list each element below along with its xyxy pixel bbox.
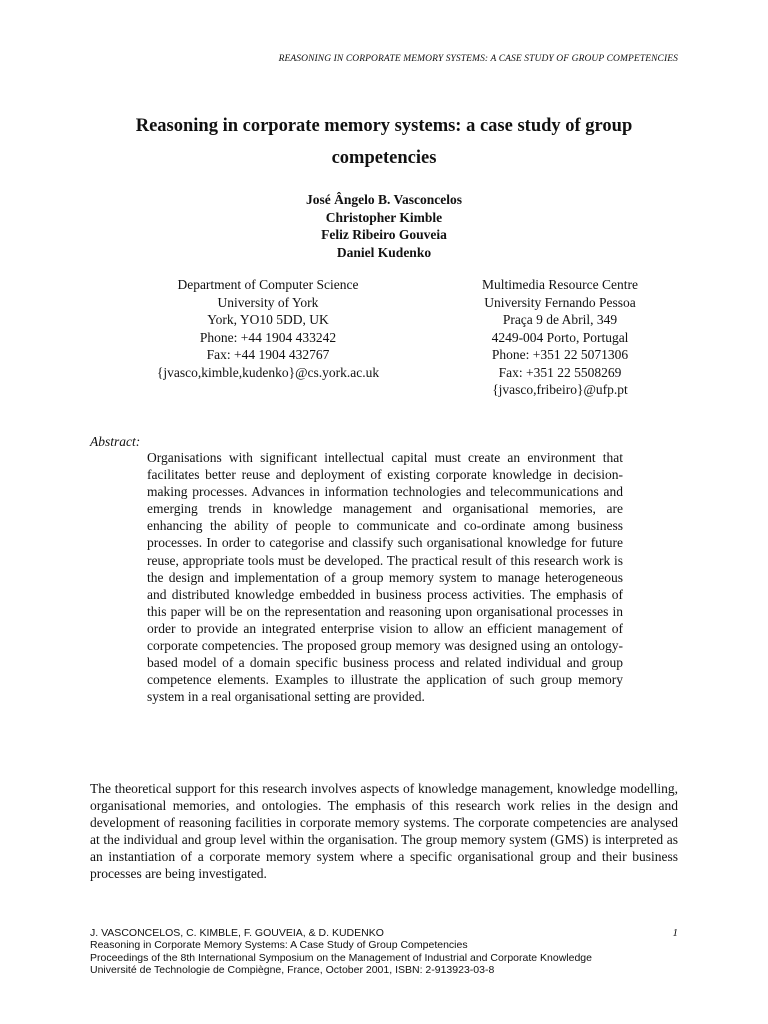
title-line-1: Reasoning in corporate memory systems: a case study of group [135, 116, 633, 136]
affiliation-line: Fax: +44 1904 432767 [206, 347, 330, 362]
abstract-text: Organisations with significant intellectual capital must create an environment that facilitates better reuse and deployment of existing corporate knowledge in decision-making processes. Advances in information technologies and telecommunications and emerging trends in knowledge management and organisational memories, are enhancing the ability of people to communicate and co-ordinate among business processes. In order to categorise and classify such organisational knowledge for future reuse, appropriate tools must be developed. The practical result of this research work is the design and implementation of a group memory system to manage heterogeneous and distributed knowledge embedded in business process activities. The emphasis of this paper will be on the representation and reasoning upon organisational processes in order to provide an integrated enterprise vision to allow an efficient management of corporate competencies. The proposed group memory was designed using an ontology-based model of a domain specific business process and related individual and group competence elements. Examples to illustrate the application of such group memory system in a real organisational setting are provided. [147, 450, 623, 705]
title-line-2: competencies [331, 148, 437, 168]
author-name: Christopher Kimble [325, 209, 443, 225]
affiliation-email: {jvasco,fribeiro}@ufp.pt [492, 382, 628, 397]
affiliation-line: Department of Computer Science [177, 277, 359, 292]
footer-line: J. VASCONCELOS, C. KIMBLE, F. GOUVEIA, & D. KUDENKO [90, 927, 384, 939]
author-name: Daniel Kudenko [336, 244, 432, 260]
footer-line: Proceedings of the 8th International Symposium on the Management of Industrial and Corporate Knowledge [90, 951, 592, 964]
citation-footer [90, 927, 678, 977]
author-name: José Ângelo B. Vasconcelos [305, 192, 462, 207]
author-list [90, 191, 678, 261]
affiliation-line: University of York [217, 294, 319, 310]
abstract-label: Abstract: [90, 434, 141, 449]
affiliation-email: {jvasco,kimble,kudenko}@cs.york.ac.uk [156, 364, 380, 380]
intro-paragraph: The theoretical support for this research involves aspects of knowledge management, knowledge modelling, organisational memories, and ontologies. The emphasis of this research work relies in the design and development of reasoning facilities in corporate memory systems. The corporate competencies are analysed at the individual and group level within the organisation. The group memory system (GMS) is interpreted as an instantiation of a corporate memory system where a specific organisational group and their business processes are being investigated. [90, 781, 678, 882]
affiliation-line: Fax: +351 22 5508269 [498, 364, 622, 380]
affiliation-line: 4249-004 Porto, Portugal [491, 329, 629, 345]
affiliation-line: York, YO10 5DD, UK [207, 312, 329, 327]
affiliation-ufp [440, 276, 680, 399]
footer-line: Université de Technologie de Compiègne, France, October 2001, ISBN: 2-913923-03-8 [90, 964, 495, 977]
paper-title [90, 110, 678, 174]
affiliation-line: Multimedia Resource Centre [482, 277, 638, 292]
affiliation-line: Phone: +44 1904 433242 [199, 329, 337, 345]
footer-line: Reasoning in Corporate Memory Systems: A Case Study of Group Competencies [90, 939, 468, 952]
author-name: Feliz Ribeiro Gouveia [321, 227, 447, 242]
running-header: REASONING IN CORPORATE MEMORY SYSTEMS: A CASE STUDY OF GROUP COMPETENCIES [278, 54, 678, 64]
affiliation-line: University Fernando Pessoa [484, 294, 636, 310]
page-number: 1 [672, 927, 678, 939]
affiliation-line: Phone: +351 22 5071306 [491, 347, 629, 362]
affiliation-line: Praça 9 de Abril, 349 [502, 312, 618, 327]
affiliation-york [118, 276, 418, 381]
